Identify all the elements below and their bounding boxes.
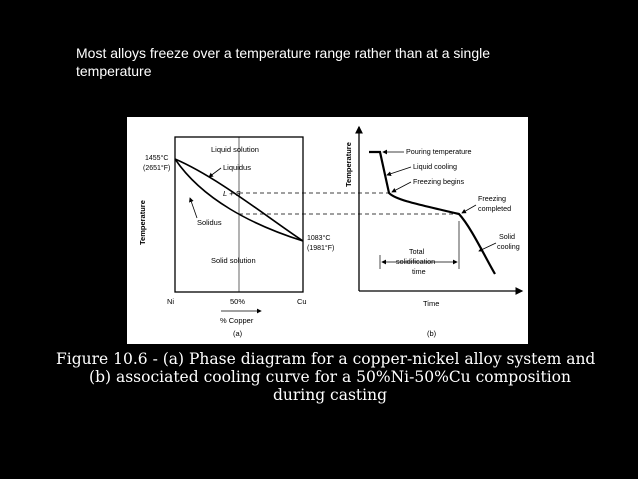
- x-label-50: 50%: [230, 297, 246, 306]
- figure-panel: [127, 117, 528, 344]
- label-liquid-cooling: Liquid cooling: [413, 162, 457, 171]
- label-freezing-begins: Freezing begins: [413, 177, 465, 186]
- label-l-plus-s: L + S: [223, 189, 241, 198]
- label-temp-low-c: 1083°C: [307, 235, 331, 242]
- liquid-cooling-pointer: [387, 167, 411, 175]
- label-completed: completed: [478, 204, 512, 213]
- figure-svg: [127, 117, 528, 344]
- caption-line-3: during casting: [272, 386, 388, 404]
- bullet-line-2: temperature: [76, 63, 152, 79]
- label-liquidus: Liquidus: [223, 163, 251, 172]
- label-total: Total: [409, 247, 425, 256]
- x-axis-label-b: Time: [423, 299, 440, 308]
- panel-a-tag: (a): [233, 329, 243, 338]
- cooling-curve-chart: [344, 127, 522, 338]
- y-axis-label-b: Temperature: [344, 142, 353, 187]
- bullet-line-1: Most alloys freeze over a temperature range rather than at a single: [76, 45, 490, 61]
- x-label-cu: Cu: [297, 297, 307, 306]
- caption-line-1: Figure 10.6 - (a) Phase diagram for a copper-nickel alloy system and: [56, 350, 596, 368]
- x-label-ni: Ni: [167, 297, 175, 306]
- connector-lines: [239, 193, 459, 214]
- label-temp-low-f: (1981°F): [307, 245, 335, 252]
- freezing-completed-pointer: [462, 205, 476, 213]
- label-liquid-solution: Liquid solution: [211, 145, 259, 154]
- label-pouring-temperature: Pouring temperature: [406, 147, 472, 156]
- label-cooling: cooling: [497, 242, 520, 251]
- label-temp-high-c: 1455°C: [145, 155, 169, 162]
- solid-cooling-pointer: [479, 243, 496, 251]
- freezing-begins-pointer: [392, 182, 411, 192]
- label-solid-solution: Solid solution: [211, 256, 256, 265]
- caption-line-2: (b) associated cooling curve for a 50%Ni-50%Cu composition: [89, 368, 571, 386]
- label-time: time: [412, 267, 426, 276]
- phase-diagram: [138, 137, 334, 338]
- slide-bullet-text: [76, 44, 596, 80]
- label-solidus: Solidus: [197, 218, 222, 227]
- label-temp-high-f: (2651°F): [143, 165, 171, 172]
- solidus-pointer: [190, 198, 197, 218]
- label-solid: Solid: [499, 232, 515, 241]
- liquidus-pointer: [209, 168, 221, 177]
- y-axis-label-a: Temperature: [138, 200, 147, 245]
- label-solidification: solidification: [396, 257, 436, 266]
- figure-caption: [56, 350, 604, 404]
- panel-b-tag: (b): [427, 329, 437, 338]
- label-freezing: Freezing: [478, 194, 506, 203]
- x-axis-label-a: % Copper: [220, 316, 254, 325]
